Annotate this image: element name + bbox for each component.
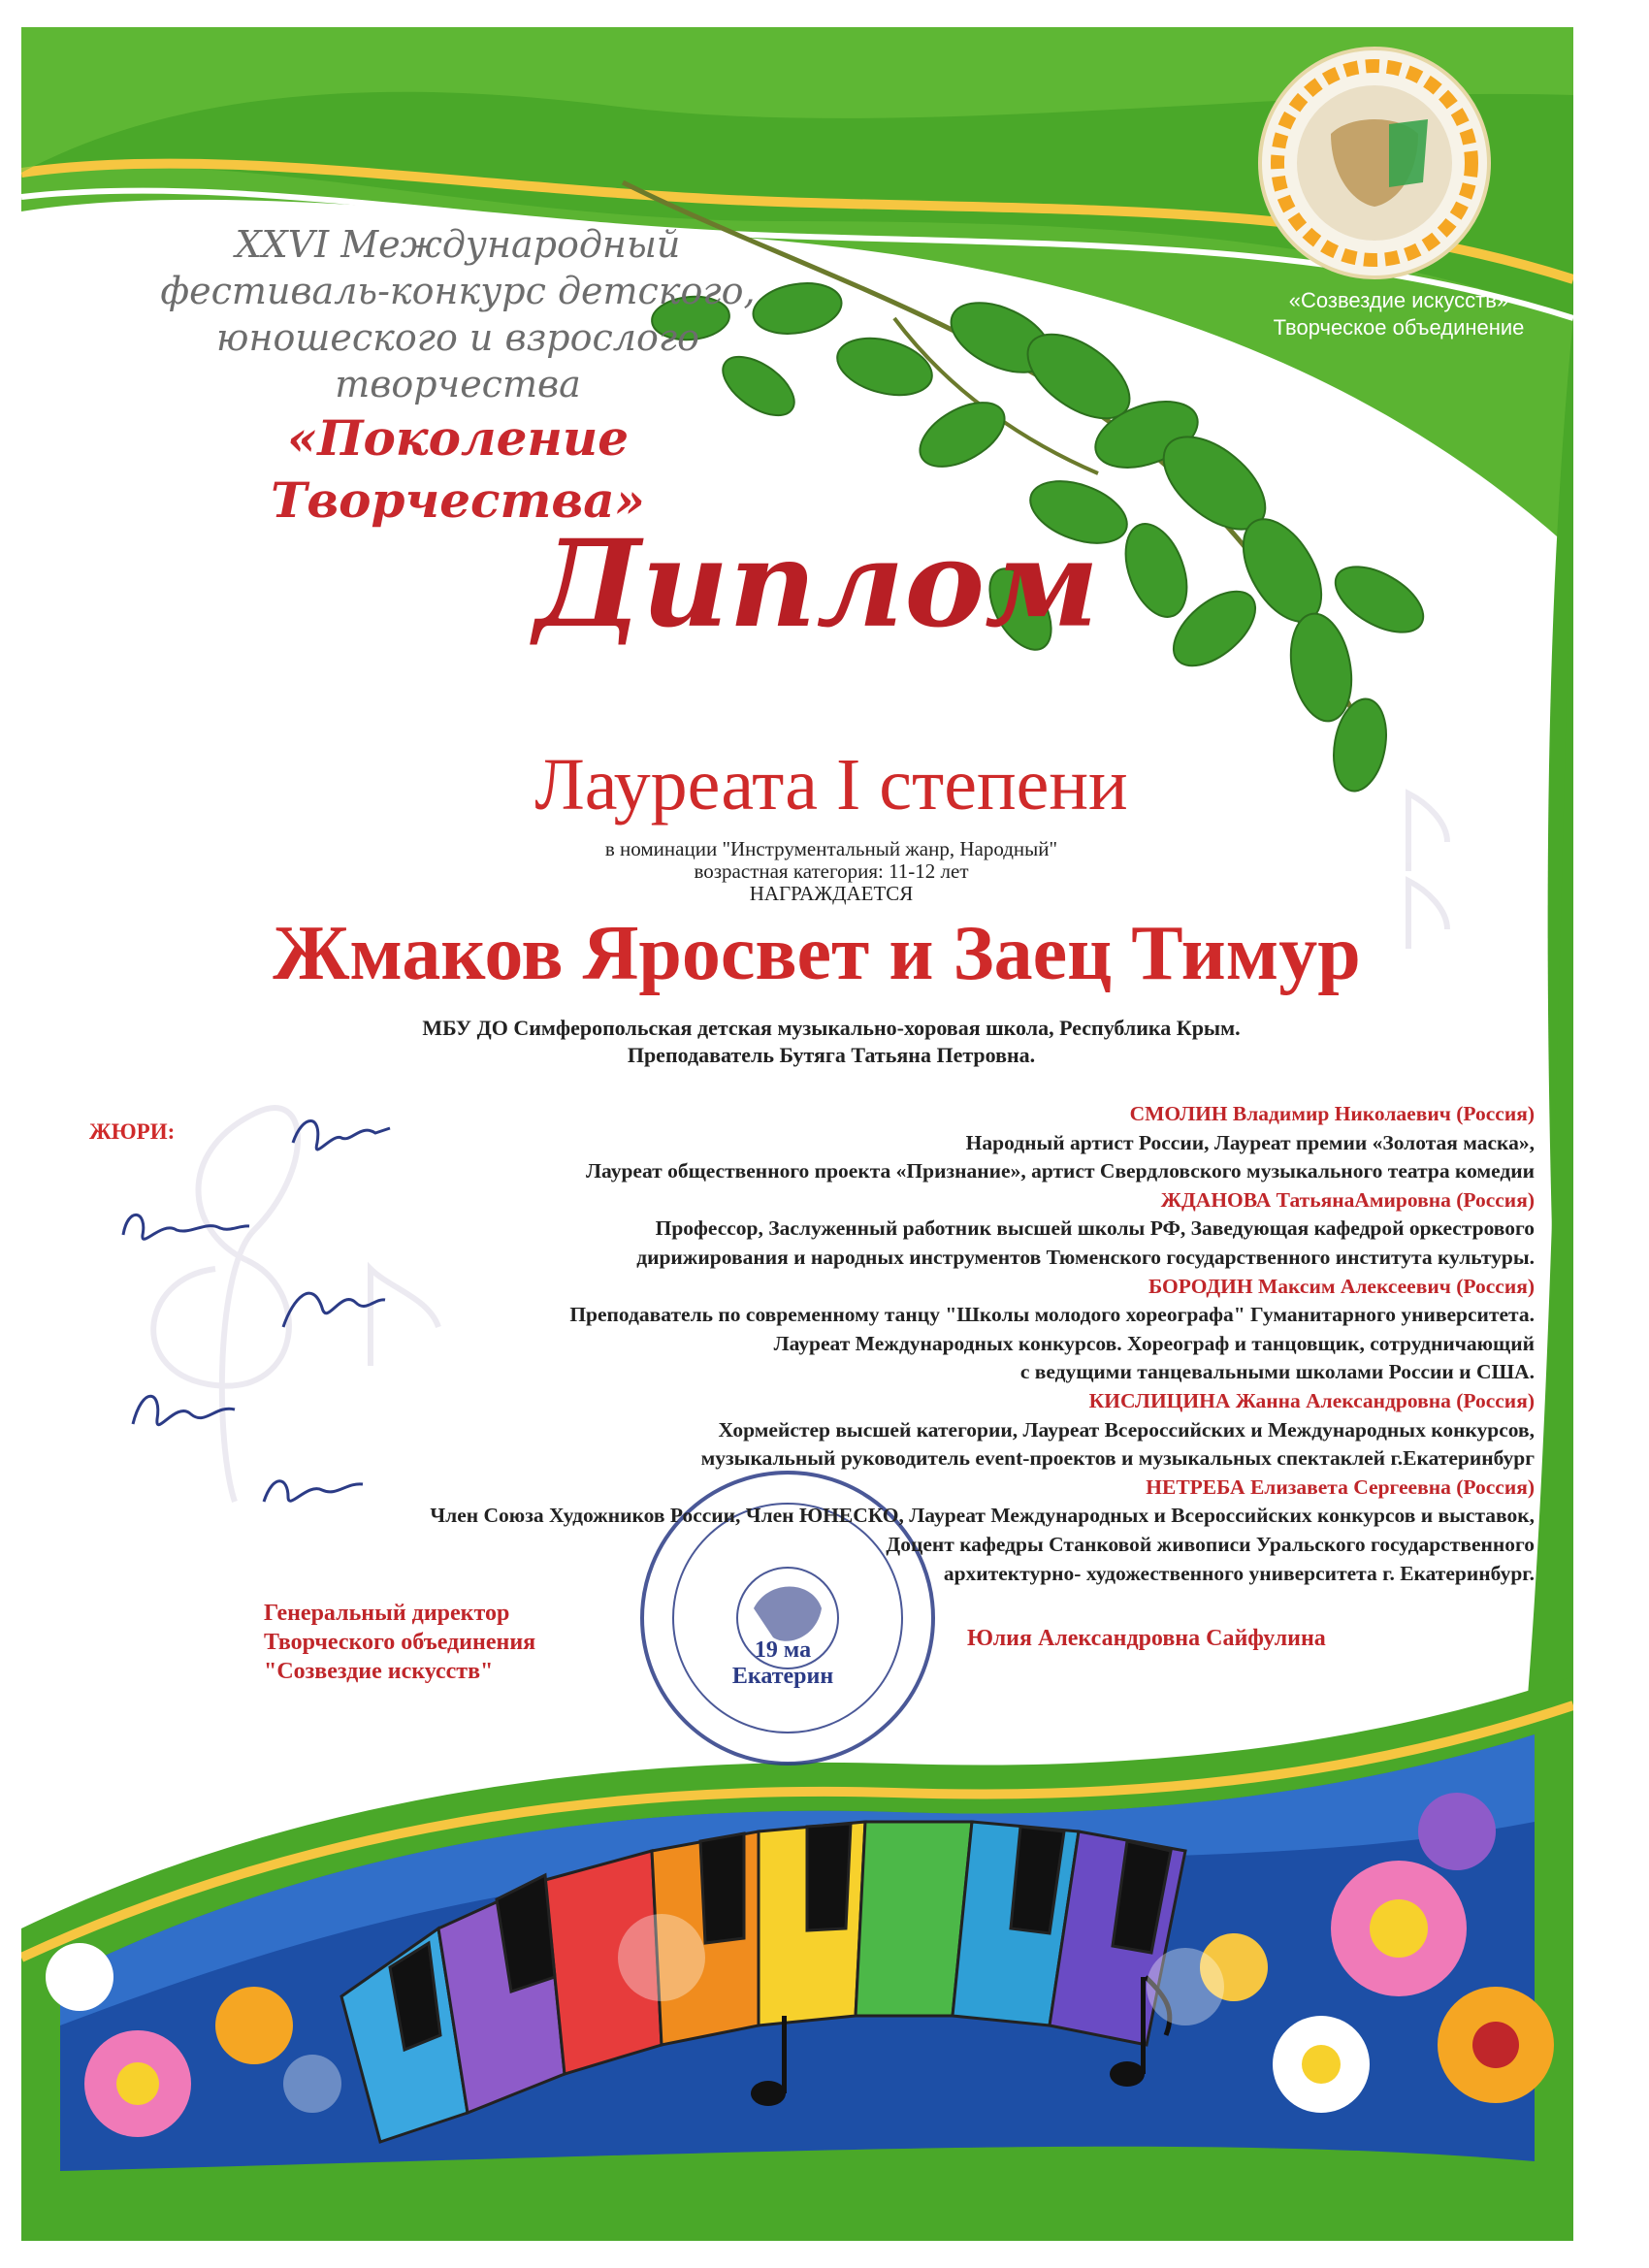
signature-5 <box>254 1453 371 1521</box>
jury-member-desc: Хормейстер высшей категории, Лауреат Всероссийских и Международных конкурсов, <box>718 1417 1535 1442</box>
director-name: Юлия Александровна Сайфулина <box>967 1626 1326 1651</box>
jury-member <box>429 1100 1535 1186</box>
signature-2 <box>113 1191 259 1259</box>
jury-member-desc: музыкальный руководитель event-проектов и музыкальных спектаклей г.Екатеринбург <box>700 1446 1535 1471</box>
teacher-name: Преподаватель Бутяга Татьяна Петровна. <box>627 1043 1036 1067</box>
jury-member <box>429 1387 1535 1474</box>
logo-medallion <box>1260 49 1489 277</box>
jury-member <box>429 1474 1535 1588</box>
school-block <box>312 1015 1350 1069</box>
jury-member-name: КИСЛИЦИНА Жанна Александровна (Россия) <box>1088 1388 1535 1412</box>
jury-list <box>429 1100 1535 1588</box>
festival-line-3: юношеского и взрослого творчества <box>216 316 699 405</box>
director-line-1: Генеральный директор <box>264 1601 510 1626</box>
jury-member-desc: с ведущими танцевальными школами России и США. <box>1019 1360 1535 1384</box>
jury-member-desc: архитектурно- художественного университета г. Екатеринбург. <box>943 1561 1535 1585</box>
jury-label: ЖЮРИ: <box>89 1119 176 1144</box>
festival-name: «Поколение Творчества» <box>271 409 645 529</box>
logo-caption <box>1205 287 1573 341</box>
signature-1 <box>283 1104 400 1172</box>
stamp-date-text: 19 ма <box>754 1637 812 1663</box>
jury-member <box>429 1186 1535 1273</box>
signature-4 <box>118 1366 244 1453</box>
festival-line-2: фестиваль-конкурс детского, <box>160 270 756 312</box>
director-title <box>264 1599 632 1686</box>
jury-member-name: НЕТРЕБА Елизавета Сергеевна (Россия) <box>1146 1474 1535 1499</box>
diploma-title: Диплом <box>534 514 1099 655</box>
jury-member-desc: Лауреат общественного проекта «Признание», артист Свердловского музыкального театра комедии <box>586 1159 1535 1183</box>
jury-member-name: БОРОДИН Максим Алексеевич (Россия) <box>1148 1274 1535 1298</box>
jury-member <box>429 1273 1535 1387</box>
jury-member-desc: Лауреат Международных конкурсов. Хореограф и танцовщик, сотрудничающий <box>773 1331 1535 1355</box>
jury-member-desc: Доцент кафедры Станковой живописи Уральского государственного <box>886 1532 1535 1556</box>
diploma-sheet <box>21 27 1573 2241</box>
festival-heading <box>109 221 807 532</box>
stamp-city-text: Екатерин <box>731 1664 834 1689</box>
logo-caption-line-2: Творческое объединение <box>1273 315 1525 340</box>
festival-line-1: XXVI Международный <box>235 223 681 266</box>
jury-member-desc: Профессор, Заслуженный работник высшей школы РФ, Заведующая кафедрой оркестрового <box>655 1216 1535 1241</box>
jury-member-desc: Член Союза Художников России, Член ЮНЕСКО, Лауреат Международных и Всероссийских конкурсов и выставок, <box>430 1504 1535 1528</box>
signature-3 <box>264 1259 390 1346</box>
stamp-date <box>637 1637 928 1690</box>
director-line-2: Творческого объединения <box>264 1630 536 1655</box>
nomination: в номинации "Инструментальный жанр, Народный" <box>604 837 1058 860</box>
awarded-label: НАГРАЖДАЕТСЯ <box>749 882 914 905</box>
logo-caption-line-1: «Созвездие искусств» <box>1288 288 1509 312</box>
jury-member-name: ЖДАНОВА ТатьянаАмировна (Россия) <box>1160 1187 1535 1212</box>
award-degree: Лауреата I степени <box>534 744 1128 826</box>
school-name: МБУ ДО Симферопольская детская музыкально-хоровая школа, Республика Крым. <box>422 1016 1241 1040</box>
jury-member-desc: Преподаватель по современному танцу "Школы молодого хореографа" Гуманитарного университета. <box>569 1303 1535 1327</box>
jury-member-desc: дирижирования и народных инструментов Тюменского государственного института культуры. <box>636 1245 1535 1269</box>
nomination-block <box>312 838 1350 905</box>
winner-name: Жмаков Яросвет и Заец Тимур <box>273 911 1361 996</box>
age-category: возрастная категория: 11-12 лет <box>694 859 969 883</box>
jury-member-name: СМОЛИН Владимир Николаевич (Россия) <box>1129 1102 1535 1125</box>
director-line-3: "Созвездие искусств" <box>264 1659 494 1684</box>
jury-member-desc: Народный артист России, Лауреат премии «Золотая маска», <box>965 1130 1535 1154</box>
